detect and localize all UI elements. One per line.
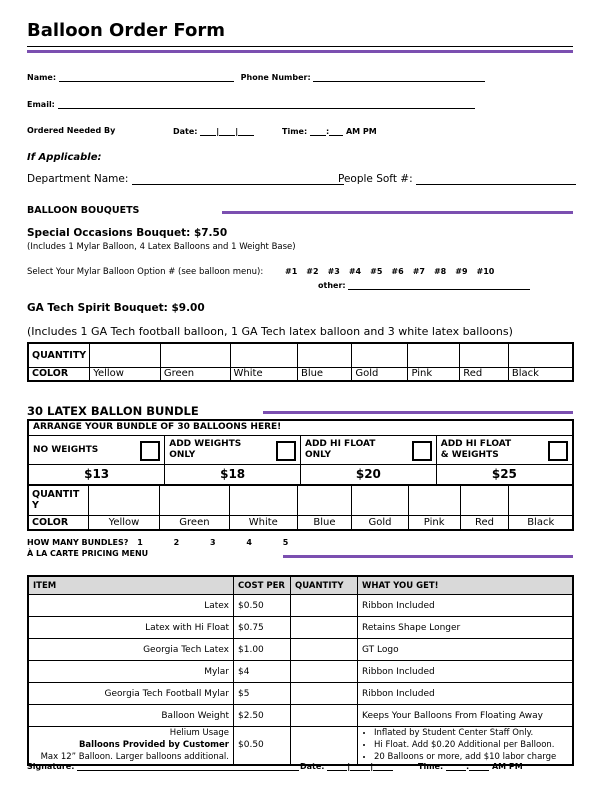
header-get: WHAT YOU GET! — [358, 576, 574, 595]
footer-time-minute[interactable] — [469, 761, 489, 771]
carte-accent-rule — [283, 555, 573, 558]
quantity-cell-blue[interactable] — [297, 343, 351, 367]
color-name: White — [229, 515, 297, 529]
ga-color-table — [27, 342, 574, 382]
quantity-cell-gold[interactable] — [352, 343, 408, 367]
bundle-quantity-cell-red[interactable] — [460, 485, 509, 515]
page-title: Balloon Order Form — [27, 20, 225, 41]
bundle-quantity-cell-pink[interactable] — [408, 485, 460, 515]
pricing-table — [27, 575, 574, 766]
header-item: ITEM — [28, 576, 234, 595]
ga-bouquet-desc: (Includes 1 GA Tech football balloon, 1 GA Tech latex balloon and 3 white latex balloons) — [27, 325, 513, 338]
signature-row — [27, 761, 299, 771]
mylar-prompt: Select Your Mylar Balloon Option # (see balloon menu): — [27, 267, 264, 277]
header-cost: COST PER — [234, 576, 291, 595]
carte-heading: À LA CARTE PRICING MENU — [27, 549, 149, 558]
bundle-option-hi-float[interactable]: ADD HI FLOAT ONLY — [301, 436, 437, 464]
bundle-color-table — [29, 485, 572, 530]
mylar-option[interactable]: #7 — [412, 267, 425, 276]
table-row: Georgia Tech Football Mylar $5 Ribbon Included — [28, 683, 573, 705]
date-group: Date: | | — [173, 126, 254, 136]
bundle-count-option[interactable]: 2 — [173, 538, 180, 547]
color-name: Yellow — [90, 367, 161, 381]
checkbox[interactable] — [276, 441, 296, 461]
quantity-cell[interactable] — [291, 705, 358, 727]
bundle-price: $25 — [436, 464, 572, 484]
how-many-label: HOW MANY BUNDLES? — [27, 538, 129, 547]
quantity-cell-pink[interactable] — [408, 343, 460, 367]
name-label: Name: — [27, 73, 57, 82]
footer-date-label: Date: — [300, 762, 325, 771]
time-label: Time: — [282, 127, 308, 136]
time-group: Time: : AM PM — [282, 127, 377, 136]
people-soft-field[interactable] — [416, 173, 576, 185]
date-year-field[interactable] — [238, 126, 254, 136]
bundle-count-option[interactable]: 1 — [137, 538, 143, 547]
bundle-heading: 30 LATEX BALLON BUNDLE — [27, 404, 199, 418]
mylar-option[interactable]: #3 — [327, 267, 340, 276]
bundle-quantity-cell-yellow[interactable] — [89, 485, 160, 515]
signature-label: Signature: — [27, 762, 75, 771]
people-soft-label: People Soft #: — [338, 173, 413, 185]
footer-date-day[interactable] — [350, 761, 370, 771]
bundle-quantity-cell-black[interactable] — [509, 485, 572, 515]
other-row — [318, 280, 530, 290]
mylar-option[interactable]: #4 — [348, 267, 362, 276]
footer-date-year[interactable] — [373, 761, 393, 771]
bundle-option-no-weights[interactable]: NO WEIGHTS — [29, 436, 165, 464]
quantity-cell[interactable] — [291, 661, 358, 683]
helium-row: Helium Usage Balloons Provided by Customer Max 12” Balloon. Larger balloons additional. $0.50 • Inflated by Student Center Staff Only. • Hi Float. Add $0.20 Additional per Balloon. • 20 Balloons or more, add $10 labor charge — [28, 727, 573, 765]
quantity-cell-green[interactable] — [160, 343, 230, 367]
bundle-quantity-cell-gold[interactable] — [352, 485, 408, 515]
checkbox[interactable] — [412, 441, 432, 461]
color-name: Red — [460, 515, 509, 529]
color-name: Black — [508, 367, 573, 381]
checkbox[interactable] — [140, 441, 160, 461]
color-name: Pink — [408, 515, 460, 529]
bundle-accent-rule — [263, 411, 573, 414]
email-row — [27, 99, 475, 109]
other-label: other: — [318, 281, 346, 290]
color-name: Green — [159, 515, 229, 529]
color-name: Green — [160, 367, 230, 381]
bundle-option-hi-float-weights[interactable]: ADD HI FLOAT & WEIGHTS — [436, 436, 572, 464]
helium-item: Helium Usage Balloons Provided by Customer Max 12” Balloon. Larger balloons additional. — [28, 727, 234, 765]
department-field[interactable] — [132, 173, 344, 185]
special-bouquet-desc: (Includes 1 Mylar Balloon, 4 Latex Balloons and 1 Weight Base) — [27, 242, 296, 252]
how-many-row — [27, 538, 288, 547]
bundle-price: $18 — [165, 464, 301, 484]
email-field[interactable] — [58, 99, 475, 109]
bundle-quantity-label: QUANTIT Y — [29, 485, 89, 515]
bouquets-heading: BALLOON BOUQUETS — [27, 205, 140, 216]
mylar-option[interactable]: #2 — [306, 267, 319, 276]
quantity-label: QUANTITY — [28, 343, 90, 367]
quantity-cell[interactable] — [291, 727, 358, 765]
footer-date-group: Date: | | — [300, 761, 393, 771]
people-soft-row — [338, 173, 576, 185]
color-name: Gold — [352, 367, 408, 381]
table-row: Balloon Weight $2.50 Keeps Your Balloons From Floating Away — [28, 705, 573, 727]
time-hour-field[interactable] — [310, 126, 326, 136]
footer-time-hour[interactable] — [446, 761, 466, 771]
color-name: Blue — [297, 367, 351, 381]
table-row: Mylar $4 Ribbon Included — [28, 661, 573, 683]
signature-field[interactable] — [77, 761, 299, 771]
color-name: Yellow — [89, 515, 160, 529]
bundle-count-option[interactable]: 3 — [209, 538, 216, 547]
name-field[interactable] — [59, 72, 234, 82]
department-label: Department Name: — [27, 173, 129, 185]
department-row — [27, 173, 344, 185]
bundle-quantity-cell-blue[interactable] — [297, 485, 352, 515]
color-name: White — [230, 367, 297, 381]
color-name: Red — [460, 367, 509, 381]
bouquets-accent-rule — [222, 211, 573, 214]
bundle-count-option[interactable]: 5 — [282, 538, 289, 547]
ga-bouquet-title: GA Tech Spirit Bouquet: $9.00 — [27, 302, 205, 314]
quantity-cell-yellow[interactable] — [90, 343, 161, 367]
date-month-field[interactable] — [200, 126, 216, 136]
mylar-options — [285, 267, 494, 276]
bundle-price: $20 — [301, 464, 437, 484]
footer-am-pm[interactable]: AM PM — [491, 762, 523, 771]
name-row — [27, 72, 485, 82]
bundle-price: $13 — [29, 464, 165, 484]
bundle-box — [27, 419, 574, 531]
checkbox[interactable] — [548, 441, 568, 461]
phone-label: Phone Number: — [240, 73, 311, 82]
table-row: Latex $0.50 Ribbon Included — [28, 595, 573, 617]
color-row — [28, 367, 573, 381]
mylar-option[interactable]: #1 — [285, 267, 298, 276]
quantity-cell[interactable] — [291, 683, 358, 705]
helium-notes: • Inflated by Student Center Staff Only. • Hi Float. Add $0.20 Additional per Balloon. • 20 Balloons or more, add $10 labor charge — [358, 727, 574, 765]
footer-date-month[interactable] — [327, 761, 347, 771]
date-day-field[interactable] — [219, 126, 235, 136]
title-divider — [27, 46, 573, 47]
mylar-option[interactable]: #8 — [433, 267, 447, 276]
special-bouquet-title: Special Occasions Bouquet: $7.50 — [27, 227, 228, 239]
color-label: COLOR — [28, 367, 90, 381]
quantity-cell-black[interactable] — [508, 343, 573, 367]
header-quantity: QUANTITY — [291, 576, 358, 595]
color-name: Gold — [352, 515, 408, 529]
other-field[interactable] — [348, 280, 530, 290]
quantity-cell-white[interactable] — [230, 343, 297, 367]
footer-time-label: Time: — [418, 762, 444, 771]
bundle-quantity-cell-white[interactable] — [229, 485, 297, 515]
time-minute-field[interactable] — [329, 126, 343, 136]
bundle-color-label: COLOR — [29, 515, 89, 529]
title-accent-rule — [27, 50, 573, 53]
bundle-quantity-cell-green[interactable] — [159, 485, 229, 515]
mylar-option[interactable]: #10 — [476, 267, 495, 276]
bundle-count-option[interactable]: 4 — [246, 538, 252, 547]
color-name: Blue — [297, 515, 352, 529]
mylar-option[interactable]: #9 — [455, 267, 468, 276]
mylar-option[interactable]: #5 — [370, 267, 383, 276]
color-name: Pink — [408, 367, 460, 381]
table-row: Georgia Tech Latex $1.00 GT Logo — [28, 639, 573, 661]
quantity-row — [28, 343, 573, 367]
pricing-header-row — [28, 576, 573, 595]
ordered-row — [27, 126, 115, 135]
am-pm-label[interactable]: AM PM — [345, 127, 377, 136]
quantity-cell-red[interactable] — [460, 343, 509, 367]
quantity-cell[interactable] — [291, 639, 358, 661]
date-label: Date: — [173, 127, 198, 136]
email-label: Email: — [27, 100, 55, 109]
color-name: Black — [509, 515, 572, 529]
quantity-cell[interactable] — [291, 617, 358, 639]
mylar-option[interactable]: #6 — [391, 267, 404, 276]
footer-time-group: Time: : AM PM — [418, 762, 523, 771]
bundle-option-weights[interactable]: ADD WEIGHTS ONLY — [165, 436, 301, 464]
applicable-heading: If Applicable: — [27, 152, 102, 163]
quantity-cell[interactable] — [291, 595, 358, 617]
phone-field[interactable] — [313, 72, 485, 82]
bundle-options — [29, 436, 572, 485]
ordered-label: Ordered Needed By — [27, 126, 116, 135]
bundle-banner: ARRANGE YOUR BUNDLE OF 30 BALLOONS HERE! — [29, 421, 572, 436]
table-row: Latex with Hi Float $0.75 Retains Shape Longer — [28, 617, 573, 639]
